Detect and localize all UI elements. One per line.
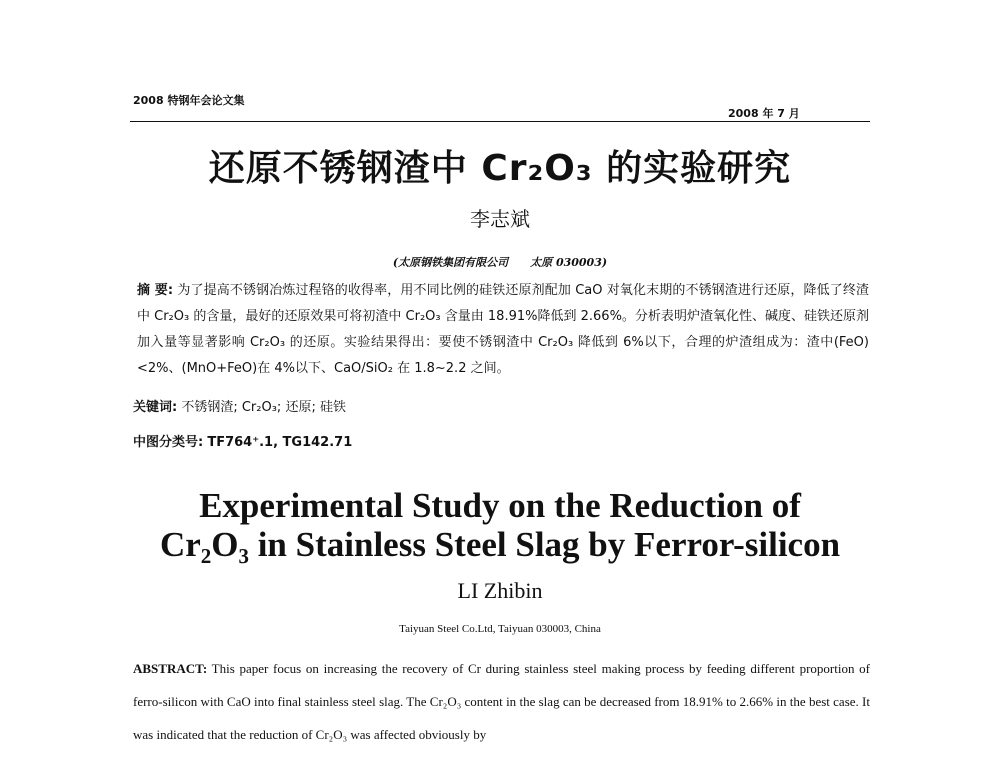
english-abstract-label: ABSTRACT: <box>133 661 208 676</box>
running-header-right: 2008 年 7 月 <box>728 107 800 120</box>
english-affiliation: Taiyuan Steel Co.Ltd, Taiyuan 030003, China <box>399 623 601 635</box>
chinese-abstract-text: 为了提高不锈钢冶炼过程铬的收得率，用不同比例的硅铁还原剂配加 CaO 对氧化末期的不锈钢渣进行还原，降低了终渣中 Cr₂O₃ 的含量，最好的还原效果可将初渣中 Cr₂O₃ 含量由 18.91%降低到 2.66%。分析表明炉渣氧化性、碱度、硅铁还原剂加入量等显著影响 Cr₂O₃ 的还原。实验结果得出：要使不锈钢渣中 Cr₂O₃ 降低到 6%以下，合理的炉渣组成为：渣中(FeO)<2%、(MnO+FeO)在 4%以下、CaO/SiO₂ 在 1.8~2.2 之间。 <box>137 283 870 376</box>
chinese-classification-label: 中图分类号: <box>133 435 204 450</box>
running-header-left: 2008 特钢年会论文集 <box>133 94 245 107</box>
chinese-abstract <box>137 278 869 382</box>
chinese-classification <box>133 431 873 450</box>
english-title <box>0 486 1000 564</box>
english-author: LI Zhibin <box>457 578 543 603</box>
english-title-line-2: Cr₂O₃ in Stainless Steel Slag by Ferror-silicon <box>159 525 841 564</box>
chinese-title: 还原不锈钢渣中 Cr₂O₃ 的实验研究 <box>208 148 792 189</box>
english-title-line-1: Experimental Study on the Reduction of <box>199 486 801 525</box>
header-rule <box>130 121 870 122</box>
chinese-keywords-label: 关键词: <box>133 400 178 415</box>
chinese-affiliation: (太原钢铁集团有限公司 太原 030003) <box>392 256 608 269</box>
chinese-abstract-label: 摘 要: <box>137 283 174 298</box>
chinese-keywords-text: 不锈钢渣; Cr₂O₃; 还原; 硅铁 <box>181 400 346 415</box>
english-abstract <box>133 652 870 751</box>
chinese-author: 李志斌 <box>470 207 530 231</box>
chinese-keywords <box>133 396 873 415</box>
chinese-classification-text: TF764⁺.1, TG142.71 <box>207 435 353 450</box>
english-abstract-text: This paper focus on increasing the recovery of Cr during stainless steel making process by feeding different proportion of ferro-silicon with CaO into final stainless steel slag. The Cr₂O₃ content in the slag can be decreased from 18.91% to 2.66% in the best case. It was indicated that the reduction of Cr₂O₃ was affected obviously by <box>133 661 870 742</box>
